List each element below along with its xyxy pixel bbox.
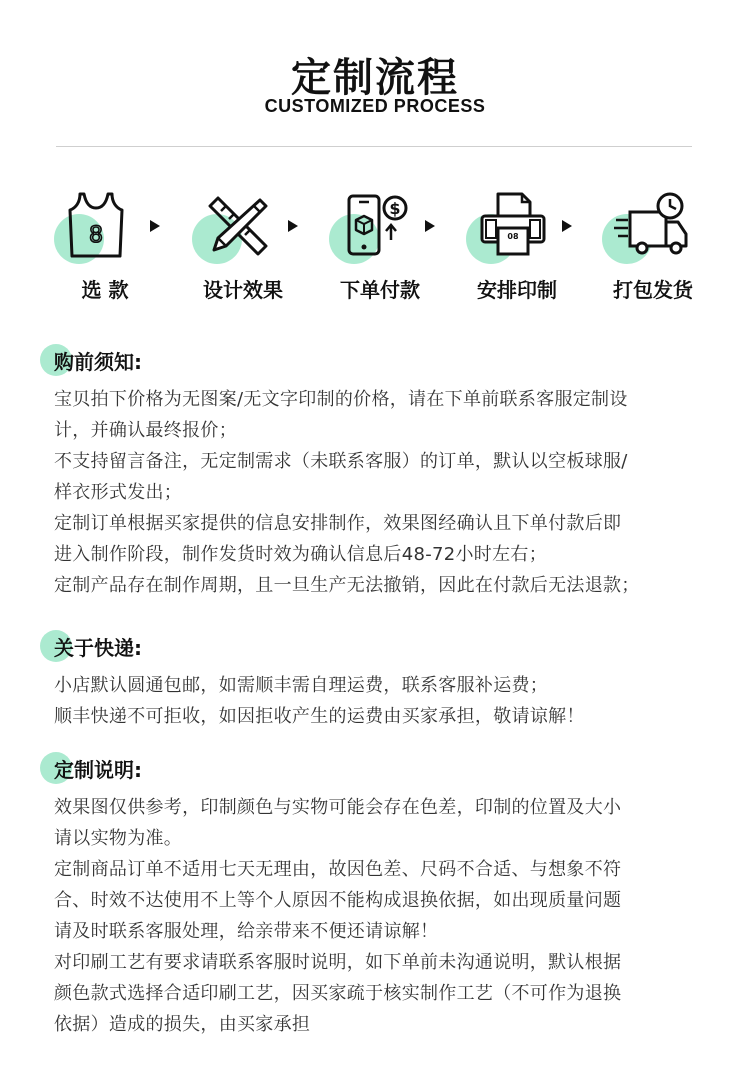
jersey-icon (66, 190, 126, 260)
jersey-number: 8 (89, 223, 103, 248)
step-design-effect (188, 190, 298, 310)
section-heading: 购前须知: (54, 350, 142, 374)
arrow-icon (425, 220, 435, 232)
step-shipping (598, 190, 708, 310)
dollar-icon: $ (389, 199, 401, 218)
section-delivery (40, 628, 700, 732)
step-label: 设计效果 (203, 278, 283, 302)
section-purchase-notice (40, 342, 700, 601)
arrow-icon (288, 220, 298, 232)
step-label: 下单付款 (340, 278, 420, 302)
printer-icon (478, 190, 548, 260)
page-title: 定制流程 (291, 55, 459, 101)
paragraph: 宝贝拍下价格为无图案/无文字印制的价格，请在下单前联系客服定制设 计，并确认最终报价； 不支持留言备注，无定制需求（未联系客服）的订单，默认以空板球服/ 样衣形式发出； 定制订单根据买家提供的信息安排制作，效果图经确认且下单付款后即 进入制作阶段，制作发货时效为确认信息后48-72小时左右； 定制产品存在制作周期，且一旦生产无法撤销，因此在付款后无法退款； (54, 389, 640, 596)
phone-payment-icon (341, 190, 411, 260)
step-label: 打包发货 (613, 278, 693, 302)
arrow-icon (562, 220, 572, 232)
section-customization-notes (40, 750, 700, 1040)
step-printing (462, 190, 572, 310)
paragraph: 效果图仅供参考，印制颜色与实物可能会存在色差，印制的位置及大小 请以实物为准。 定制商品订单不适用七天无理由，故因色差、尺码不合适、与想象不符 合、时效不达使用不上等个人原因不能构成退换依据，如出现质量问题 请及时联系客服处理，给亲带来不便还请谅解！ 对印刷工艺有要求请联系客服时说明，如下单前未沟通说明，默认根据 颜色款式选择合适印刷工艺，因买家疏于核实制作工艺（不可作为退换 依据）造成的损失，由买家承担 (54, 797, 622, 1035)
step-order-payment (325, 190, 435, 310)
process-steps (0, 190, 750, 310)
arrow-icon (150, 220, 160, 232)
step-select-style (50, 190, 160, 310)
delivery-truck-icon (614, 190, 690, 260)
pencil-ruler-icon (204, 190, 274, 260)
printer-tag: 08 (507, 232, 519, 241)
section-heading: 定制说明: (54, 758, 142, 782)
paragraph: 小店默认圆通包邮，如需顺丰需自理运费，联系客服补运费； 顺丰快递不可拒收，如因拒收产生的运费由买家承担，敬请谅解！ (54, 675, 585, 727)
step-label: 安排印制 (477, 278, 557, 302)
step-label: 选 款 (81, 278, 129, 302)
title-divider (56, 146, 692, 147)
page-subtitle: CUSTOMIZED PROCESS (264, 96, 486, 116)
section-heading: 关于快递: (54, 636, 142, 660)
